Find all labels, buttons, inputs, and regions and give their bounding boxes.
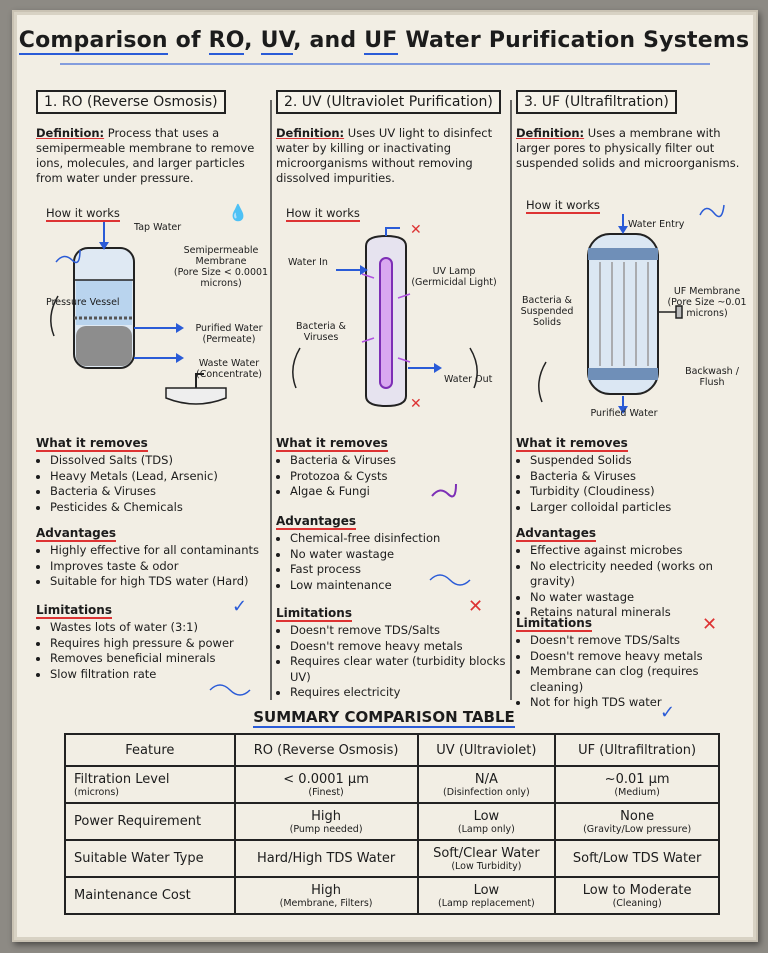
table-cell: ~0.01 µm (Medium)	[555, 766, 719, 803]
list-item: • Effective against microbes	[530, 543, 748, 559]
table-cell: Filtration Level (microns)	[65, 766, 235, 803]
table-cell: Hard/High TDS Water	[235, 840, 418, 877]
table-header-cell: UF (Ultrafiltration)	[555, 734, 719, 766]
label-tap-water: Tap Water	[134, 222, 182, 233]
column-heading: 3. UF (Ultrafiltration)	[516, 90, 677, 114]
list-item: • Requires clear water (turbidity blocks UV)	[290, 654, 508, 685]
svg-text:✕: ✕	[410, 396, 422, 412]
list-item: • Fast process	[290, 562, 508, 578]
removes-heading: What it removes	[36, 436, 148, 450]
svg-text:✕: ✕	[410, 222, 422, 238]
table-cell: None (Gravity/Low pressure)	[555, 803, 719, 840]
removes-heading: What it removes	[516, 436, 628, 450]
bacteria-icon	[432, 484, 456, 496]
table-row	[65, 840, 719, 877]
label-bacteria-solids: Bacteria & Suspended Solids	[520, 295, 574, 328]
cross-icon: ✕	[702, 614, 718, 635]
list-item: • Retains natural minerals	[530, 605, 748, 621]
table-row	[65, 877, 719, 914]
list-item: • Heavy Metals (Lead, Arsenic)	[50, 469, 268, 485]
check-icon: ✓	[232, 596, 248, 617]
limitations-heading: Limitations	[276, 606, 352, 620]
list-item: • Larger colloidal particles	[530, 500, 748, 516]
table-cell: < 0.0001 µm (Finest)	[235, 766, 418, 803]
label-water-in: Water In	[288, 257, 328, 268]
table-cell: Suitable Water Type	[65, 840, 235, 877]
table-cell: Maintenance Cost	[65, 877, 235, 914]
summary-table	[64, 733, 720, 915]
table-header-cell: UV (Ultraviolet)	[418, 734, 556, 766]
cross-icon: ✕	[468, 596, 484, 617]
label-pressure-vessel: Pressure Vessel	[46, 297, 120, 308]
table-cell: N/A (Disinfection only)	[418, 766, 556, 803]
label-uv-lamp: UV Lamp (Germicidal Light)	[411, 266, 497, 288]
squiggle-icon	[210, 685, 250, 695]
table-header-row	[65, 734, 719, 766]
list-item: • Slow filtration rate	[50, 667, 268, 683]
list-item: • Doesn't remove heavy metals	[530, 649, 748, 665]
list-item: • Protozoa & Cysts	[290, 469, 508, 485]
label-water-entry: Water Entry	[628, 219, 685, 230]
list-item: • Doesn't remove heavy metals	[290, 639, 508, 655]
how-it-works-label: How it works	[46, 206, 120, 220]
list-item: • Doesn't remove TDS/Salts	[530, 633, 748, 649]
list-item: • Improves taste & odor	[50, 559, 268, 575]
table-cell: Soft/Low TDS Water	[555, 840, 719, 877]
squiggle-icon	[700, 205, 724, 217]
list-item: • Chemical-free disinfection	[290, 531, 508, 547]
list-item: • Suitable for high TDS water (Hard)	[50, 574, 268, 590]
table-cell: Soft/Clear Water (Low Turbidity)	[418, 840, 556, 877]
table-cell: High (Membrane, Filters)	[235, 877, 418, 914]
how-it-works-label: How it works	[286, 206, 360, 220]
column-heading: 2. UV (Ultraviolet Purification)	[276, 90, 501, 114]
page-title: Comparison of RO, UV, and UF Water Purification Systems	[18, 28, 750, 53]
table-row	[65, 803, 719, 840]
limitations-heading: Limitations	[516, 616, 592, 630]
list-item: • Dissolved Salts (TDS)	[50, 453, 268, 469]
list-item: • Low maintenance	[290, 578, 508, 594]
list-item: • No water wastage	[530, 590, 748, 606]
table-row	[65, 766, 719, 803]
definition: Definition: Process that uses a semipermeable membrane to remove ions, molecules, and larger particles from water under pressure.	[36, 126, 255, 185]
label-waste-water: Waste Water (Concentrate)	[196, 358, 262, 380]
list-item: • Suspended Solids	[530, 453, 748, 469]
list-item: • Removes beneficial minerals	[50, 651, 268, 667]
limitations-heading: Limitations	[36, 603, 112, 617]
list-item: • No electricity needed (works on gravity)	[530, 559, 748, 590]
list-item: • Requires high pressure & power	[50, 636, 268, 652]
label-purified-water: Purified Water	[590, 408, 658, 419]
advantages-heading: Advantages	[516, 526, 597, 540]
list-item: • Bacteria & Viruses	[290, 453, 508, 469]
table-cell: Low to Moderate (Cleaning)	[555, 877, 719, 914]
list-item: • No water wastage	[290, 547, 508, 563]
list-item: • Bacteria & Viruses	[50, 484, 268, 500]
label-backwash: Backwash / Flush	[685, 366, 739, 388]
label-bacteria: Bacteria & Viruses	[296, 321, 346, 343]
column-heading: 1. RO (Reverse Osmosis)	[36, 90, 226, 114]
advantages-heading: Advantages	[36, 526, 117, 540]
list-item: • Algae & Fungi	[290, 484, 508, 500]
water-drop-icon: 💧	[228, 203, 248, 222]
removes-heading: What it removes	[276, 436, 388, 450]
label-water-out: Water Out	[444, 374, 493, 385]
label-purified-water: Purified Water (Permeate)	[195, 323, 263, 345]
list-item: • Membrane can clog (requires cleaning)	[530, 664, 748, 695]
advantages-heading: Advantages	[276, 514, 357, 528]
list-item: • Pesticides & Chemicals	[50, 500, 268, 516]
label-uf-membrane: UF Membrane (Pore Size ~0.01 microns)	[667, 286, 747, 319]
list-item: • Doesn't remove TDS/Salts	[290, 623, 508, 639]
table-cell: Low (Lamp replacement)	[418, 877, 556, 914]
squiggle-icon	[430, 575, 470, 585]
list-item: • Turbidity (Cloudiness)	[530, 484, 748, 500]
summary-title: SUMMARY COMPARISON TABLE	[253, 708, 515, 726]
how-it-works-label: How it works	[526, 198, 600, 212]
list-item: • Highly effective for all contaminants	[50, 543, 268, 559]
definition: Definition: Uses UV light to disinfect water by killing or inactivating microorganisms without removing dissolved impurities.	[276, 126, 493, 185]
label-membrane: Semipermeable Membrane (Pore Size < 0.0001 microns)	[173, 245, 269, 289]
list-item: • Requires electricity	[290, 685, 508, 701]
list-item: • Bacteria & Viruses	[530, 469, 748, 485]
list-item: • Wastes lots of water (3:1)	[50, 620, 268, 636]
table-header-cell: Feature	[65, 734, 235, 766]
table-cell: Power Requirement	[65, 803, 235, 840]
table-cell: Low (Lamp only)	[418, 803, 556, 840]
check-icon: ✓	[660, 702, 676, 723]
definition: Definition: Uses a membrane with larger pores to physically filter out suspended solids and microorganisms.	[516, 126, 740, 170]
table-cell: High (Pump needed)	[235, 803, 418, 840]
table-header-cell: RO (Reverse Osmosis)	[235, 734, 418, 766]
list-item: • Not for high TDS water	[530, 695, 748, 711]
bacteria-icon	[56, 250, 80, 262]
